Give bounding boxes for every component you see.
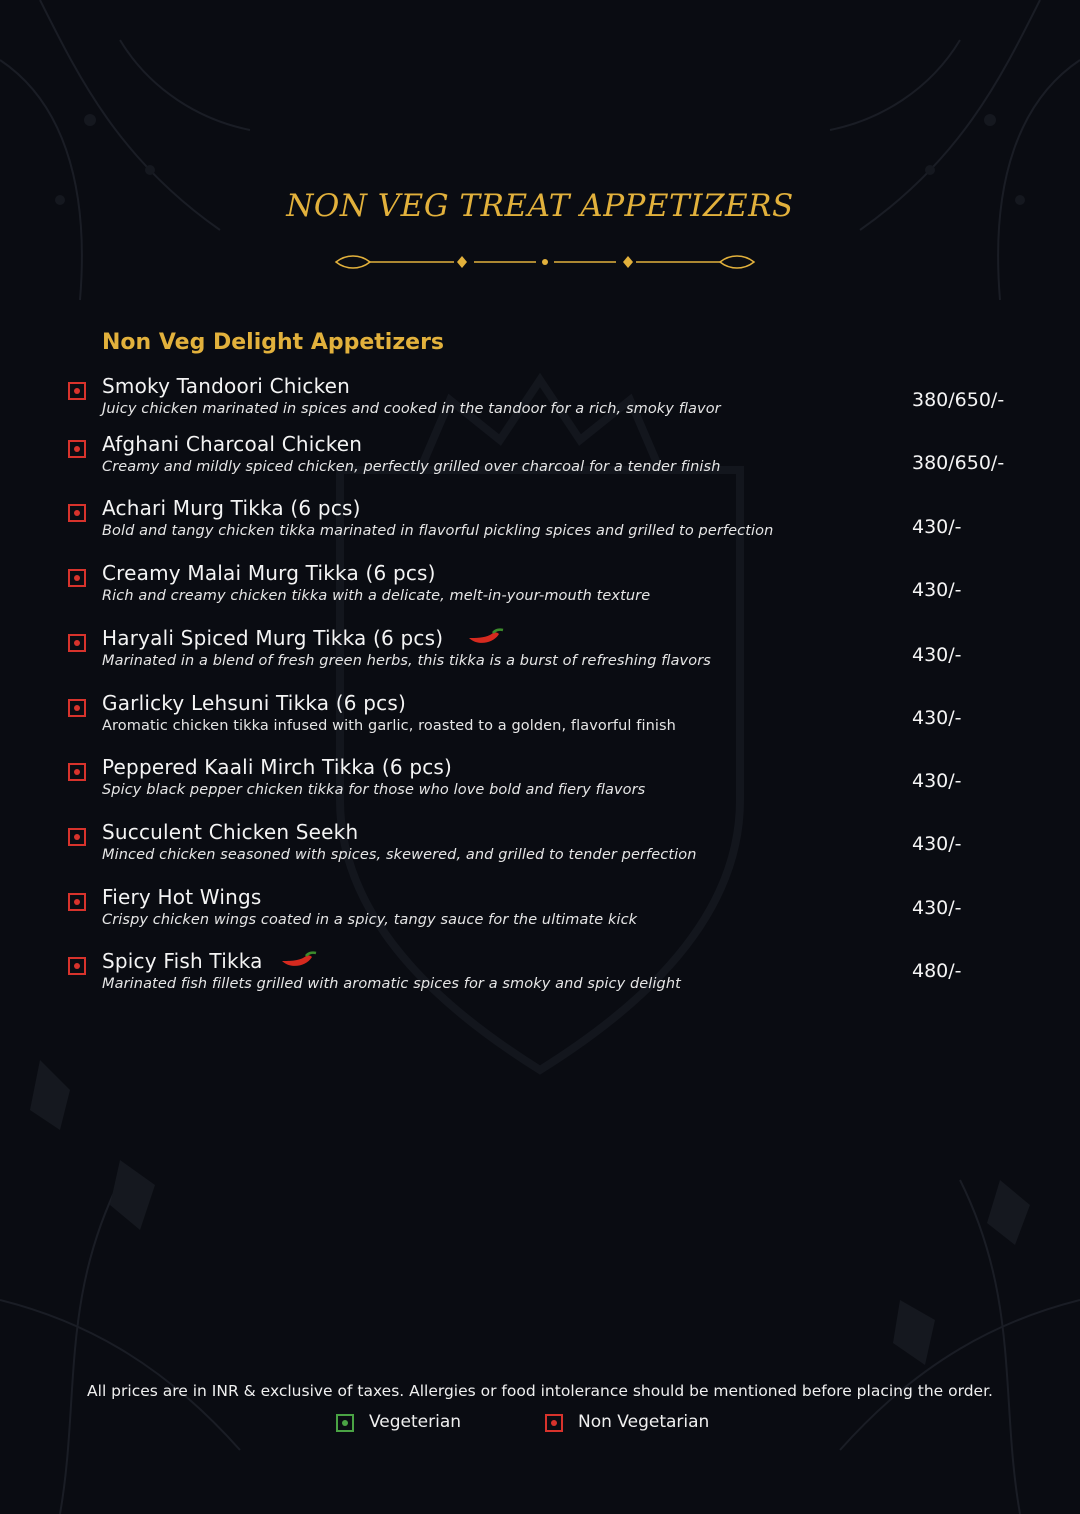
legend-veg-label: Vegeterian xyxy=(369,1412,462,1432)
nonveg-marker-icon xyxy=(68,569,86,587)
item-description: Creamy and mildly spiced chicken, perfectly grilled over charcoal for a tender finish xyxy=(102,459,721,475)
nonveg-marker-icon xyxy=(68,382,86,400)
nonveg-marker-icon xyxy=(68,634,86,652)
item-description: Minced chicken seasoned with spices, skewered, and grilled to tender perfection xyxy=(102,847,697,863)
item-price: 430/- xyxy=(912,516,962,538)
item-description: Spicy black pepper chicken tikka for those who love bold and fiery flavors xyxy=(102,782,646,798)
item-price: 480/- xyxy=(912,960,962,982)
menu-item xyxy=(0,432,1080,492)
item-name: Succulent Chicken Seekh xyxy=(102,820,359,844)
menu-item xyxy=(0,949,1080,1009)
chili-pepper-icon xyxy=(280,949,318,971)
nonveg-marker-icon xyxy=(68,504,86,522)
item-price: 430/- xyxy=(912,644,962,666)
footer-note: All prices are in INR & exclusive of taxes. Allergies or food intolerance should be mentioned before placing the order. xyxy=(87,1382,993,1400)
item-description: Juicy chicken marinated in spices and cooked in the tandoor for a rich, smoky flavor xyxy=(102,401,721,417)
menu-item xyxy=(0,626,1080,686)
item-price: 380/650/- xyxy=(912,389,1005,411)
menu-title: NON VEG TREAT APPETIZERS xyxy=(286,188,794,224)
legend-nonveg-label: Non Vegetarian xyxy=(578,1412,710,1432)
item-description: Marinated in a blend of fresh green herbs, this tikka is a burst of refreshing flavors xyxy=(102,653,711,669)
menu-item xyxy=(0,374,1080,434)
item-name: Afghani Charcoal Chicken xyxy=(102,432,363,456)
item-description: Rich and creamy chicken tikka with a delicate, melt-in-your-mouth texture xyxy=(102,588,651,604)
item-name: Spicy Fish Tikka xyxy=(102,949,263,973)
item-description: Marinated fish fillets grilled with aromatic spices for a smoky and spicy delight xyxy=(102,976,681,992)
menu-item xyxy=(0,755,1080,815)
nonveg-marker-icon xyxy=(68,957,86,975)
item-name: Creamy Malai Murg Tikka (6 pcs) xyxy=(102,561,436,585)
ornamental-divider xyxy=(334,252,756,272)
section-heading: Non Veg Delight Appetizers xyxy=(102,330,445,355)
item-description: Crispy chicken wings coated in a spicy, tangy sauce for the ultimate kick xyxy=(102,912,638,928)
chili-pepper-icon xyxy=(467,626,505,648)
menu-item xyxy=(0,820,1080,880)
item-name: Fiery Hot Wings xyxy=(102,885,262,909)
menu-item xyxy=(0,561,1080,621)
item-name: Haryali Spiced Murg Tikka (6 pcs) xyxy=(102,626,444,650)
item-price: 430/- xyxy=(912,833,962,855)
nonveg-marker-icon xyxy=(68,893,86,911)
nonveg-marker-icon xyxy=(68,440,86,458)
menu-item xyxy=(0,496,1080,556)
nonveg-marker-icon xyxy=(68,763,86,781)
nonveg-marker-icon xyxy=(68,828,86,846)
item-name: Achari Murg Tikka (6 pcs) xyxy=(102,496,361,520)
item-name: Smoky Tandoori Chicken xyxy=(102,374,351,398)
nonveg-marker-icon xyxy=(545,1414,563,1432)
menu-item xyxy=(0,691,1080,751)
item-name: Peppered Kaali Mirch Tikka (6 pcs) xyxy=(102,755,453,779)
menu-item xyxy=(0,885,1080,945)
item-price: 430/- xyxy=(912,897,962,919)
nonveg-marker-icon xyxy=(68,699,86,717)
item-price: 430/- xyxy=(912,579,962,601)
item-name: Garlicky Lehsuni Tikka (6 pcs) xyxy=(102,691,406,715)
item-price: 430/- xyxy=(912,707,962,729)
item-price: 380/650/- xyxy=(912,452,1005,474)
item-description: Aromatic chicken tikka infused with garlic, roasted to a golden, flavorful finish xyxy=(102,718,676,734)
item-description: Bold and tangy chicken tikka marinated in flavorful pickling spices and grilled to perfection xyxy=(102,523,774,539)
veg-marker-icon xyxy=(336,1414,354,1432)
item-price: 430/- xyxy=(912,770,962,792)
